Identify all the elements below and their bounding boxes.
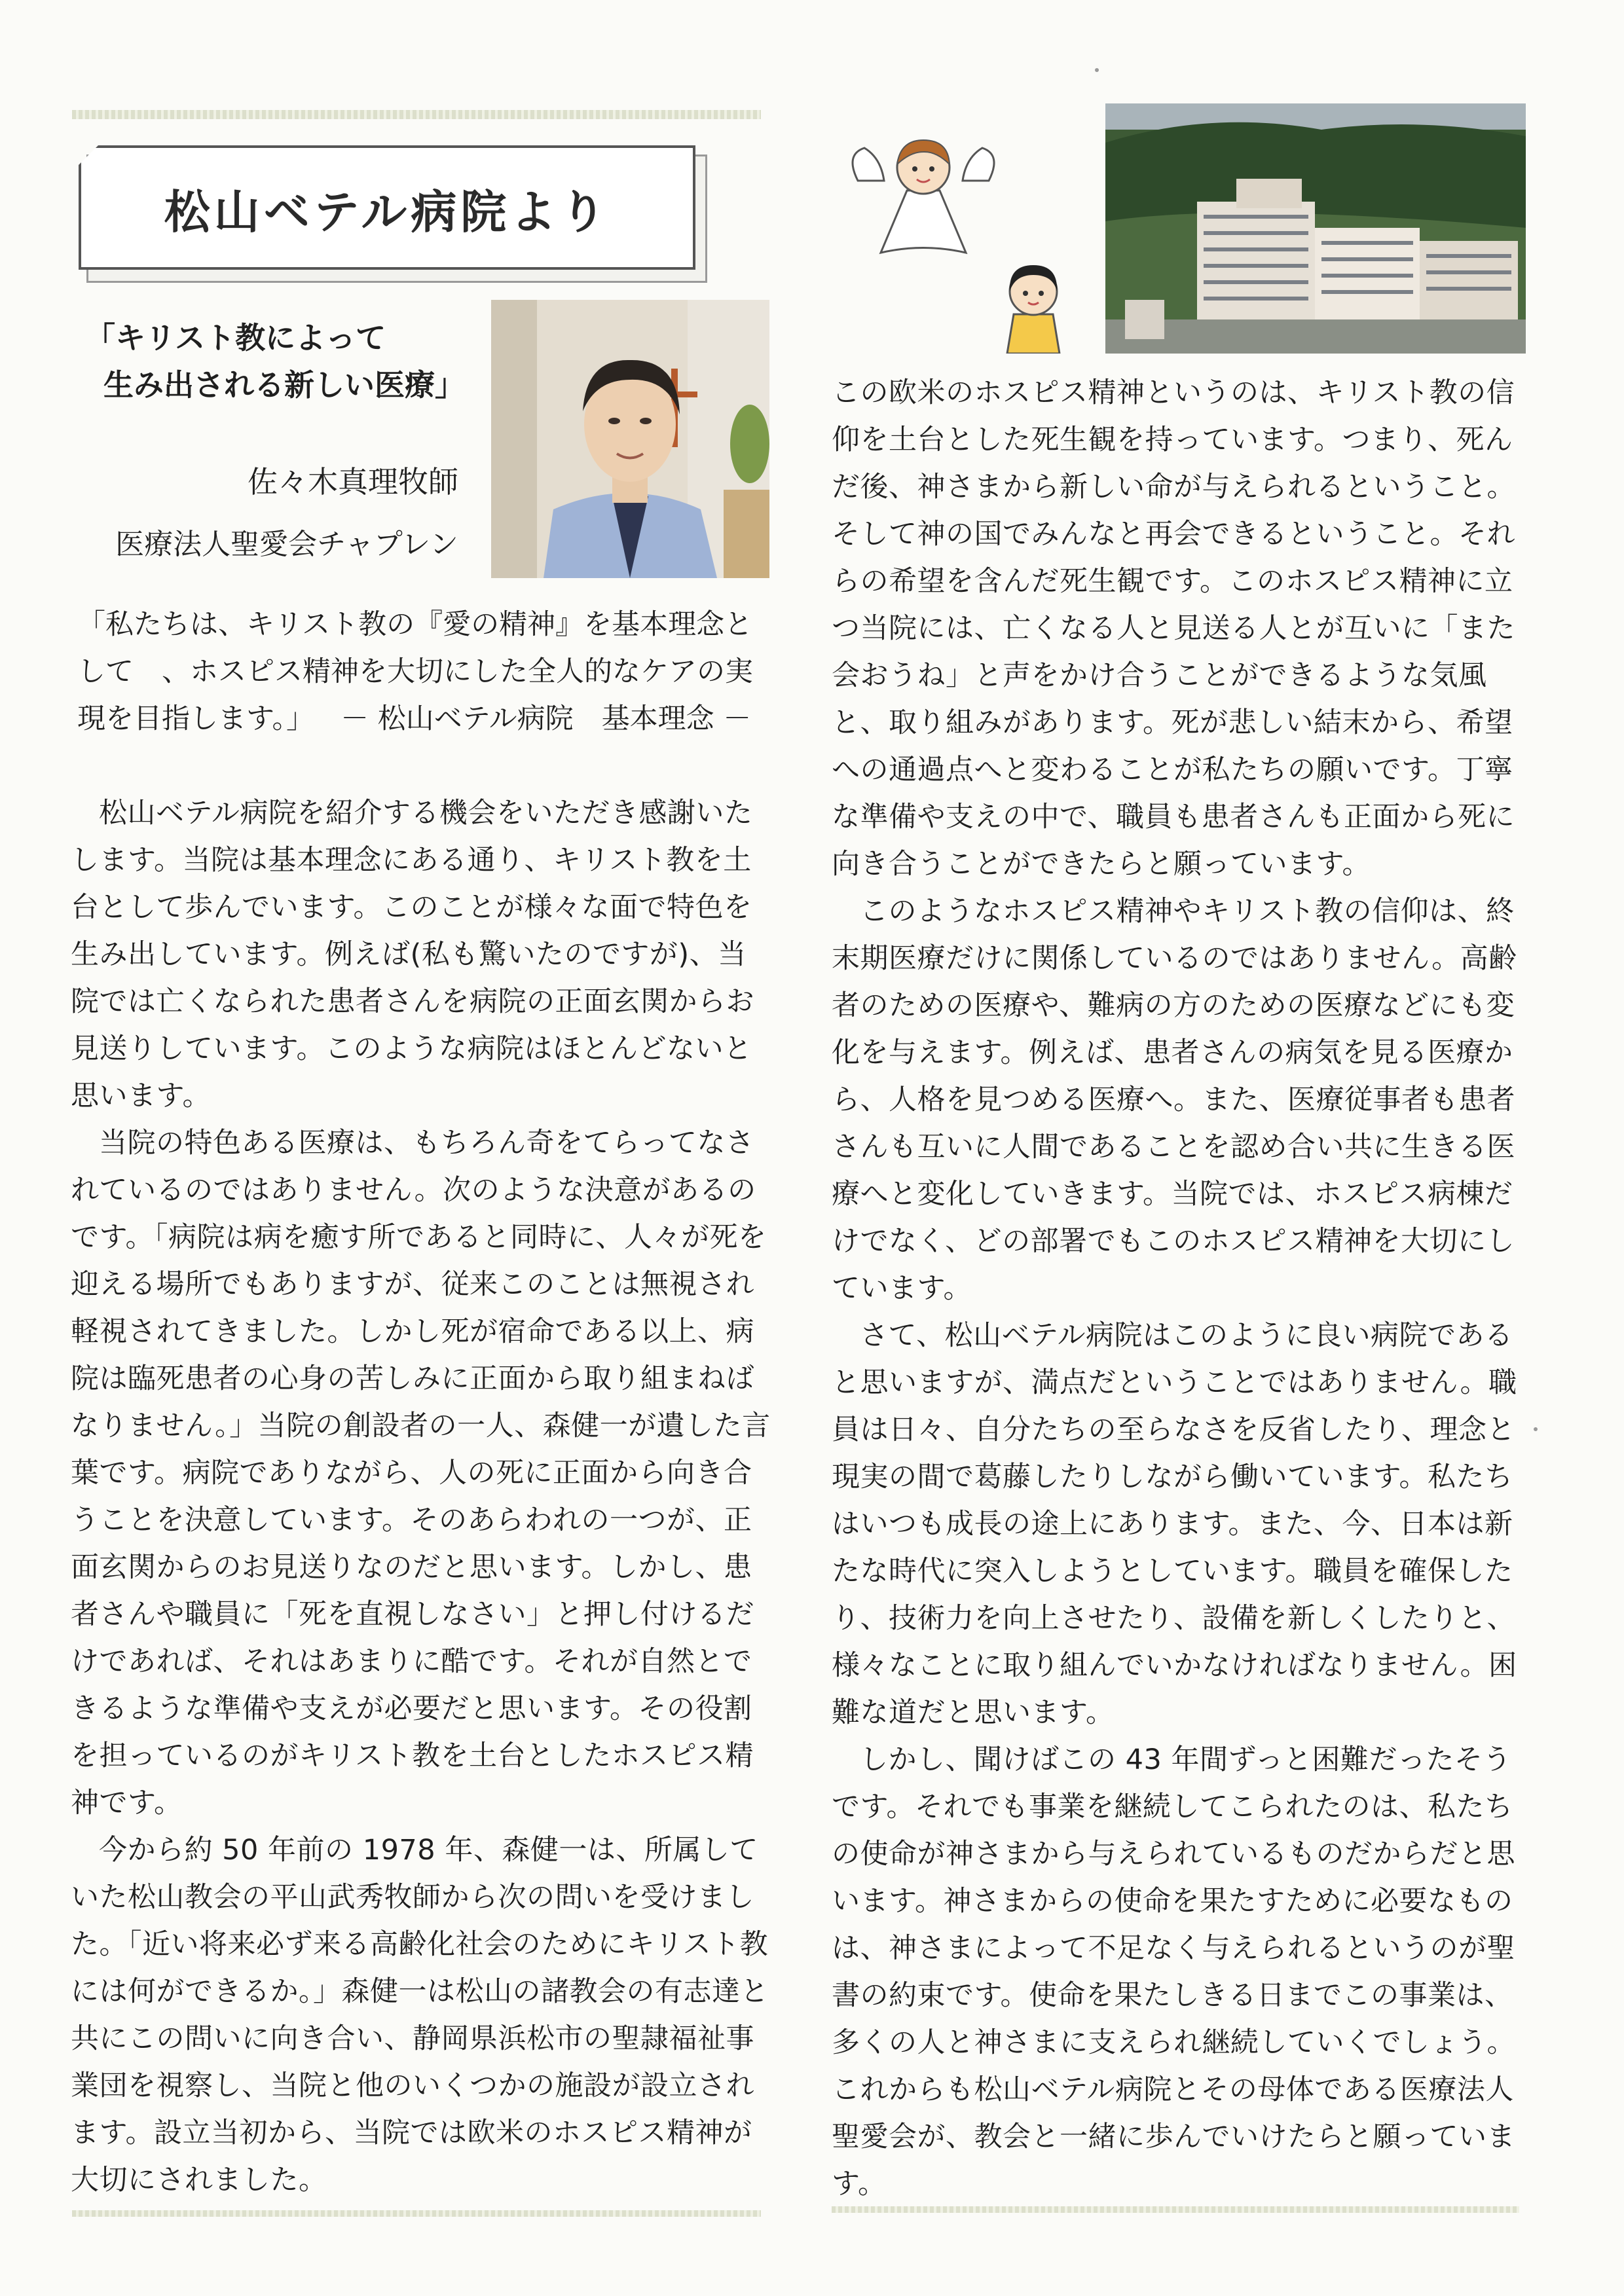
philosophy-quote [77, 601, 771, 742]
angel-illustration [845, 128, 1002, 259]
hospital-photo-illustration [1105, 103, 1526, 354]
left-paragraph-2: 当院の特色ある医療は、もちろん奇をてらってなされているのではありません。次のような決意があるのです。「病院は病を癒す所であると同時に、人々が死を迎える場所でもありますが、従来このことは無視され軽視されてきました。しかし死が宿命である以上、病院は臨死患者の心身の苦しみに正面から取り組まねばなりません。」当院の創設者の一人、森健一が遺した言葉です。病院でありながら、人の死に正面から向き合うことを決意しています。そのあらわれの一つが、正面玄関からのお見送りなのだと思います。しかし、患者さんや職員に「死を直視しなさい」と押し付けるだけであれば、それはあまりに酷です。それが自然とできるような準備や支えが必要だと思います。その役割を担っているのがキリスト教を土台としたホスピス精神です。 [71, 1127, 771, 1819]
right-column [832, 369, 1539, 2208]
article-title: 松山ベテル病院より [164, 185, 610, 239]
child-illustration [1001, 255, 1066, 354]
bottom-rule-left [72, 2210, 761, 2217]
left-column [71, 790, 774, 2204]
quote-line-3: 現を目指します。」 [77, 702, 315, 735]
right-paragraph-1: この欧米のホスピス精神というのは、キリスト教の信仰を土台とした死生観を持っています。つまり、死んだ後、神さまから新しい命が与えられるということ。そして神の国でみんなと再会できるということ。それらの希望を含んだ死生観です。このホスピス精神に立つ当院には、亡くなる人と見送る人とが互いに「また会おうね」と声をかけ合うことができるような気風と、取り組みがあります。死が悲しい結末から、希望への通過点へと変わることが私たちの願いです。丁寧な準備や支えの中で、職員も患者さんも正面から死に向き合うことができたらと願っています。 [832, 376, 1515, 881]
right-paragraph-2: このようなホスピス精神やキリスト教の信仰は、終末期医療だけに関係しているのではありません。高齢者のための医療や、難病の方のための医療などにも変化を与えます。例えば、患者さんの病気を見る医療から、人格を見つめる医療へ。また、医療従事者も患者さんも互いに人間であることを認め合い共に生きる医療へと変化していきます。当院では、ホスピス病棟だけでなく、どの部署でもこのホスピス精神を大切にしています。 [832, 895, 1517, 1305]
subtitle-line-2: 生み出される新しい医療」 [103, 367, 465, 403]
author-role: 医療法人聖愛会チャプレン [115, 528, 458, 561]
left-paragraph-3: 今から約 50 年前の 1978 年、森健一は、所属していた松山教会の平山武秀牧師から次の問いを受けました。「近い将来必ず来る高齢化社会のためにキリスト教には何ができるか。」森健一は松山の諸教会の有志達と共にこの問いに向き合い、静岡県浜松市の聖隷福祉事業団を視察し、当院と他のいくつかの施設が設立されます。設立当初から、当院では欧米のホスピス精神が大切にされました。 [71, 1834, 769, 2196]
left-paragraph-1: 松山ベテル病院を紹介する機会をいただき感謝いたします。当院は基本理念にある通り、キリスト教を土台として歩んでいます。このことが様々な面で特色を生み出しています。例えば(私も驚いたのですが)、当院では亡くなられた患者さんを病院の正面玄関からお見送りしています。このような病院はほとんどないと思います。 [71, 797, 754, 1112]
quote-line-1: 「私たちは、キリスト教の『愛の精神』を基本理念と [77, 608, 753, 641]
portrait-illustration [491, 300, 769, 578]
author-block [0, 458, 458, 568]
subtitle-line-1: 「キリスト教によって [85, 320, 386, 355]
right-paragraph-4: しかし、聞けばこの 43 年間ずっと困難だったそうです。それでも事業を継続してこられたのは、私たちの使命が神さまから与えられているものだからだと思います。神さまからの使命を果たすために必要なものは、神さまによって不足なく与えられるというのが聖書の約束です。使命を果たしきる日までこの事業は、多くの人と神さまに支えられ継続していくでしょう。これからも松山ベテル病院とその母体である医療法人聖愛会が、教会と一緒に歩んでいけたらと願っています。 [832, 1743, 1515, 2200]
hospital-building-photo [1105, 103, 1526, 354]
top-rule-left [72, 110, 761, 119]
article-subtitle [85, 314, 465, 409]
speck [1095, 68, 1099, 72]
quote-source: － 松山ベテル病院 基本理念 － [341, 702, 752, 735]
title-box [79, 145, 695, 270]
quote-line-2: して 、ホスピス精神を大切にした全人的なケアの実 [77, 655, 753, 688]
author-name: 佐々木真理牧師 [248, 464, 458, 500]
right-paragraph-3: さて、松山ベテル病院はこのように良い病院であると思いますが、満点だということではありません。職員は日々、自分たちの至らなさを反省したり、理念と現実の間で葛藤したりしながら働いています。私たちはいつも成長の途上にあります。また、今、日本は新たな時代に突入しようとしています。職員を確保したり、技術力を向上させたり、設備を新しくしたりと、様々なことに取り組んでいかなければなりません。困難な道だと思います。 [832, 1319, 1517, 1729]
author-portrait-photo [491, 300, 769, 578]
